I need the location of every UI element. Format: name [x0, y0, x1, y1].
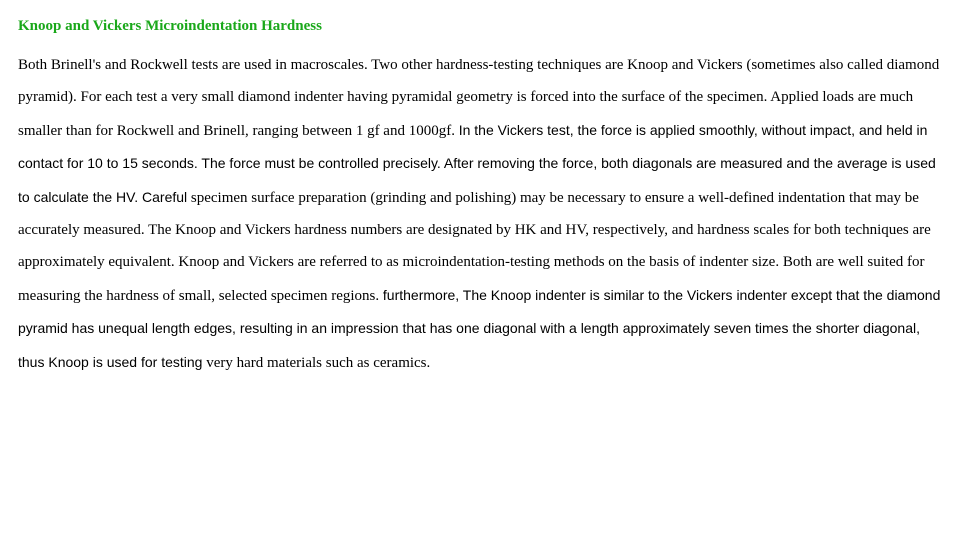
page-title: Knoop and Vickers Microindentation Hardness	[18, 18, 322, 34]
body-text-segment: In the Vickers test, the force is applied smoothly, without impact, and held in contact for 10 to 15 seconds. The force must be controlled precisely. After removing the force, both diagonals are measured and the average is used to calculate the HV. Careful	[18, 121, 936, 205]
body-text-segment: furthermore, The Knoop indenter is similar to the Vickers indenter except that the diamond pyramid has unequal length edges, resulting in an impression that has one diagonal with a length approximately seven times the shorter diagonal, thus Knoop is used for testing	[18, 286, 941, 370]
body-paragraph	[18, 49, 950, 379]
body-text-segment: Both Brinell's and Rockwell tests are used in macroscales. Two other hardness-testing techniques are Knoop and Vickers (sometimes also called diamond pyramid). For each test a very small diamond indenter having pyramidal geometry is forced into the surface of the specimen. Applied loads are much smaller than for Rockwell and Brinell, ranging between 1 gf and 1000gf.	[18, 57, 940, 139]
body-text-segment: specimen surface preparation (grinding and polishing) may be necessary to ensure a well-defined indentation that may be accurately measured. The Knoop and Vickers hardness numbers are designated by HK and HV, respectively, and hardness scales for both techniques are approximately equivalent. Knoop and Vickers are referred to as microindentation-testing methods on the basis of indenter size. Both are well suited for measuring the hardness of small, selected specimen regions.	[18, 189, 931, 304]
body-text-segment: very hard materials such as ceramics.	[206, 354, 431, 371]
